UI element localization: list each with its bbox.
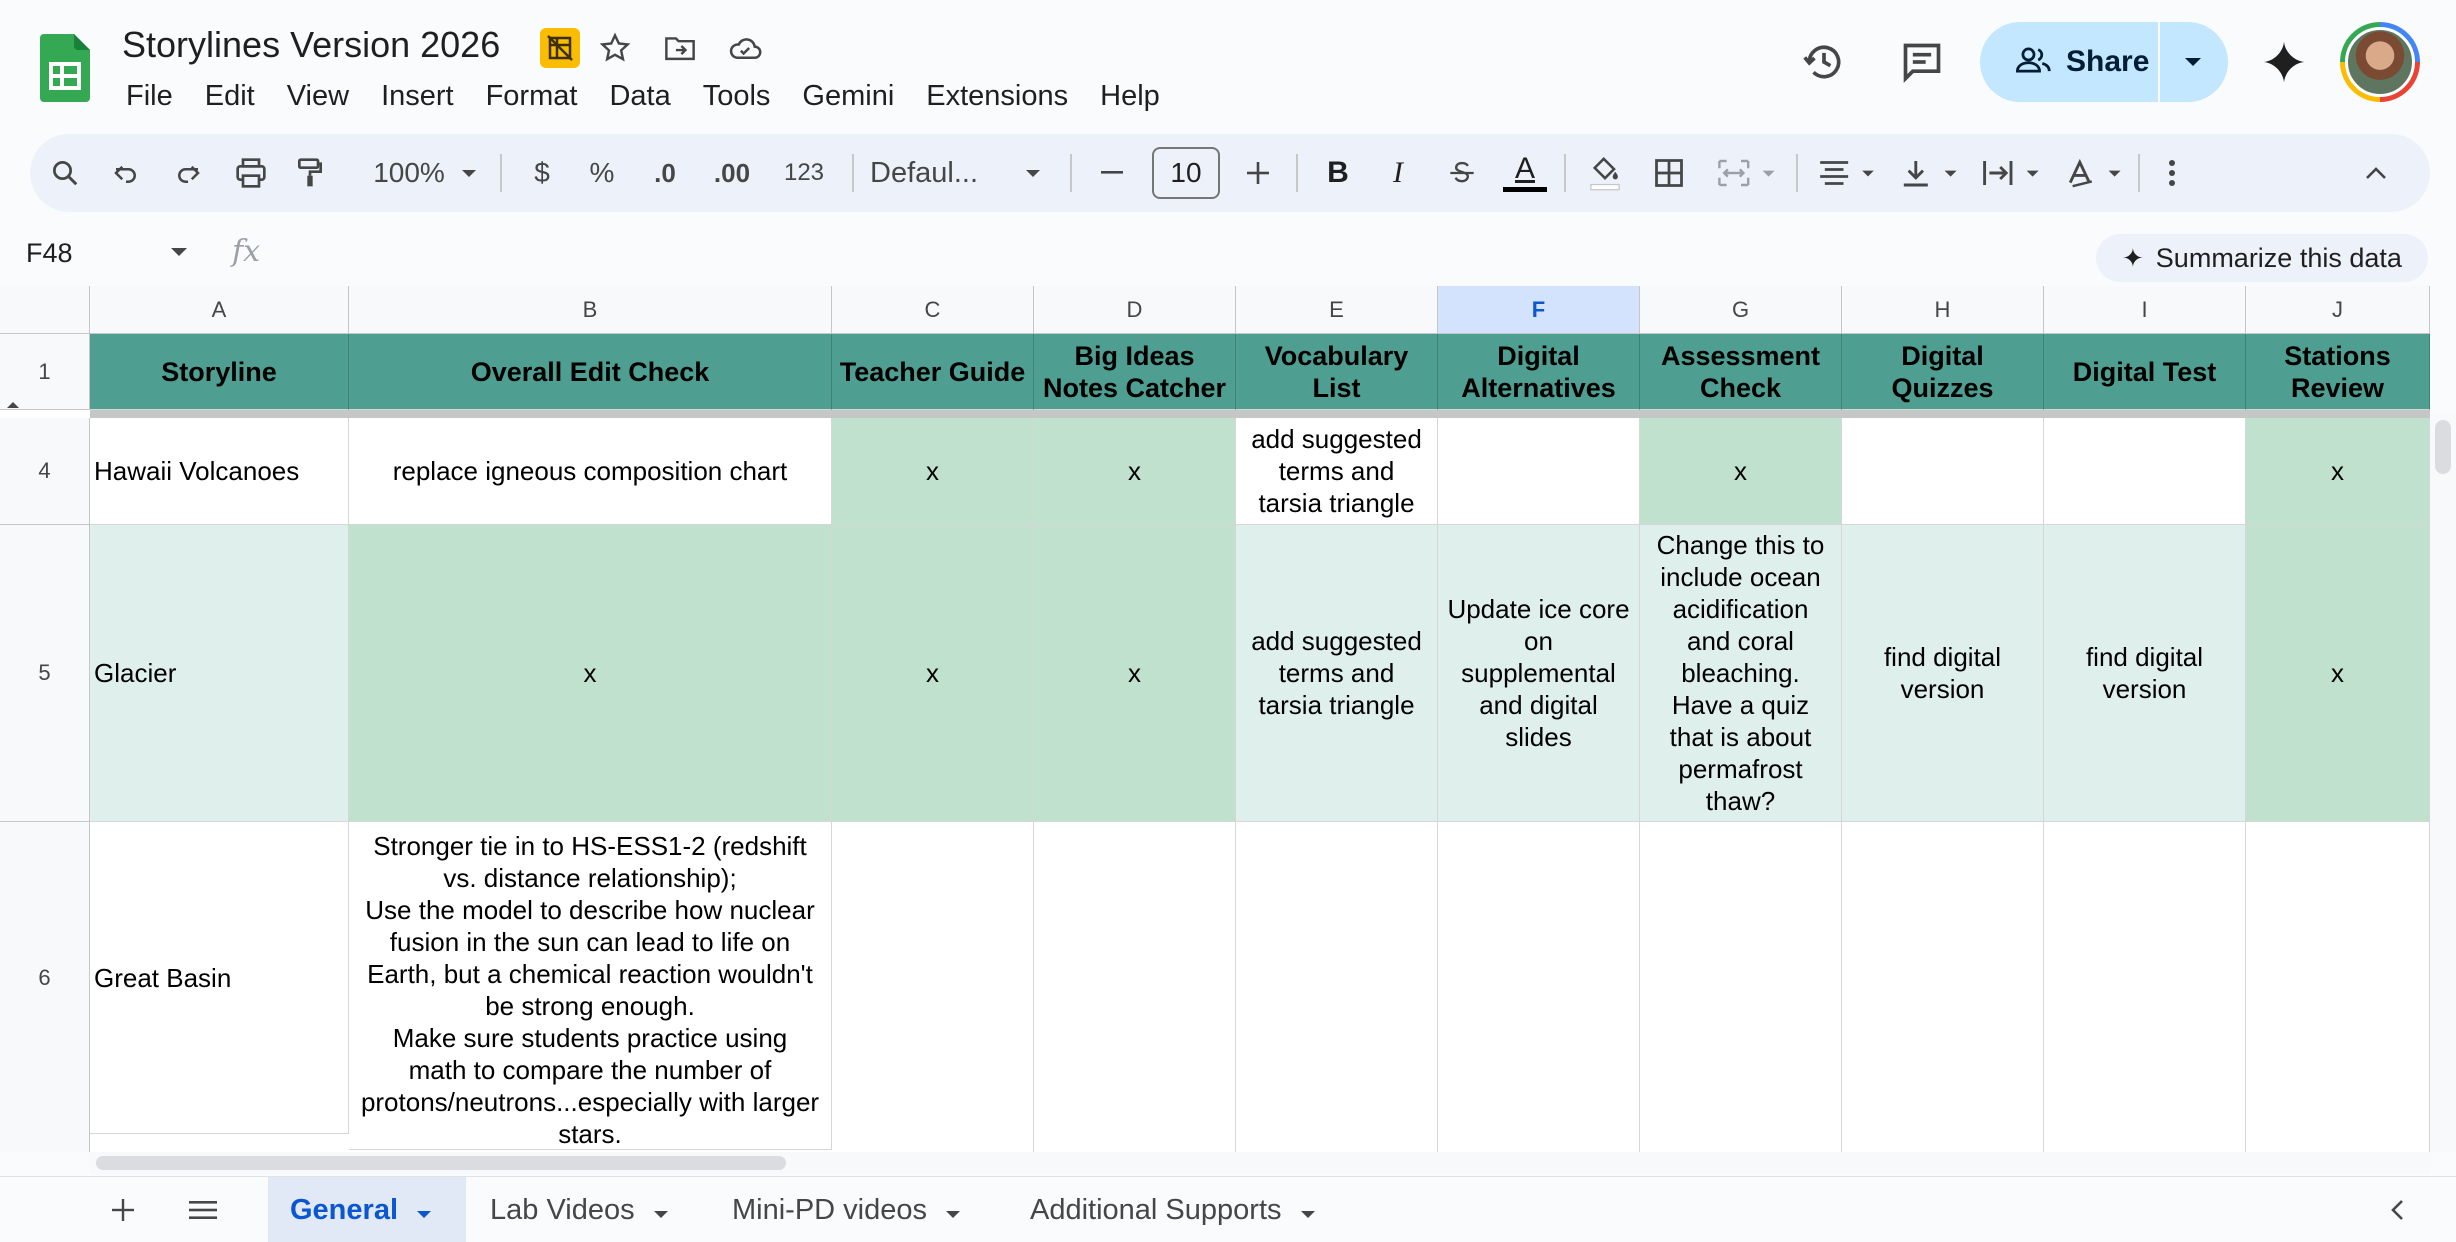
header-cell-teacher-guide[interactable]: Teacher Guide (832, 334, 1034, 410)
zoom-dropdown-icon[interactable] (454, 134, 484, 212)
more-formats-button[interactable]: 123 (783, 159, 825, 186)
spreadsheet-grid (0, 286, 2430, 1152)
menu-view[interactable]: View (286, 80, 350, 112)
formula-bar (0, 224, 2456, 288)
column-header-e[interactable]: E (1236, 286, 1438, 334)
header-cell-digital-test[interactable]: Digital Test (2044, 334, 2246, 410)
fill-color-icon[interactable] (1580, 134, 1630, 212)
collapse-rows-icon[interactable] (6, 396, 20, 414)
sheet-tab-menu-icon[interactable] (416, 1194, 432, 1227)
document-title[interactable]: Storylines Version 2026 (122, 24, 501, 65)
redo-icon[interactable] (166, 134, 210, 212)
cell-c5[interactable]: x (832, 525, 1034, 822)
collapse-sidebar-chevron-icon[interactable] (2374, 1187, 2420, 1233)
merge-cells-icon[interactable] (1710, 134, 1784, 212)
row-number: 4 (38, 458, 51, 483)
row-header-6[interactable] (0, 822, 90, 1152)
comments-icon[interactable] (1890, 30, 1954, 94)
text-color-swatch (1503, 187, 1547, 192)
sheet-tab-label: Lab Videos (490, 1193, 635, 1226)
font-dropdown-icon[interactable] (1018, 134, 1048, 212)
cell-i6[interactable] (2044, 822, 2246, 1152)
toolbar-divider (500, 154, 502, 192)
decrease-font-size-icon[interactable] (1090, 134, 1134, 212)
select-all-corner[interactable] (0, 286, 90, 334)
toolbar-divider (852, 154, 854, 192)
sheet-tab-label: General (290, 1193, 398, 1226)
header-cell-digital-quizzes[interactable]: Digital Quizzes (1842, 334, 2044, 410)
cell-h6[interactable] (1842, 822, 2044, 1152)
header-cell-storyline[interactable]: Storyline (90, 334, 349, 410)
cell-j6[interactable] (2246, 822, 2430, 1152)
italic-button[interactable]: I (1393, 156, 1403, 189)
summarize-label: Summarize this data (2155, 242, 2402, 273)
menu-help[interactable]: Help (1100, 80, 1160, 112)
borders-icon[interactable] (1644, 134, 1694, 212)
menu-file[interactable]: File (126, 80, 173, 112)
bold-button[interactable]: B (1327, 156, 1349, 189)
row-number: 5 (38, 660, 51, 685)
gemini-sparkle-icon[interactable] (2252, 30, 2316, 94)
title-bar (0, 0, 2456, 128)
version-history-icon[interactable] (1792, 30, 1856, 94)
cell-h4[interactable] (1842, 418, 2044, 525)
cell-j5[interactable]: x (2246, 525, 2430, 822)
font-size-input[interactable]: 10 (1152, 147, 1220, 199)
column-header-c[interactable]: C (832, 286, 1034, 334)
cell-c4[interactable]: x (832, 418, 1034, 525)
people-icon (2016, 45, 2052, 80)
cell-d4[interactable]: x (1034, 418, 1236, 525)
currency-format-button[interactable]: $ (534, 157, 550, 188)
sheets-logo-icon[interactable] (40, 34, 90, 102)
increase-font-size-icon[interactable] (1236, 134, 1280, 212)
text-color-button[interactable] (1500, 134, 1550, 212)
cell-g5[interactable]: Change this to include ocean acidification and coral bleaching. Have a quiz that is about permafrost thaw? (1640, 525, 1842, 822)
row-number: 6 (38, 964, 51, 990)
cell-a5[interactable]: Glacier (90, 525, 349, 822)
row-header-4[interactable] (0, 418, 90, 525)
sheet-tab-label: Additional Supports (1030, 1193, 1282, 1226)
toolbar (30, 134, 2430, 212)
cell-f4[interactable] (1438, 418, 1640, 525)
cell-a4[interactable]: Hawaii Volcanoes (90, 418, 349, 525)
cell-b4[interactable]: replace igneous composition chart (349, 418, 832, 525)
cell-g6[interactable] (1640, 822, 1842, 1152)
cell-f5[interactable]: Update ice core on supplemental and digital slides (1438, 525, 1640, 822)
menu-tools[interactable]: Tools (702, 80, 771, 112)
row-header-5[interactable] (0, 525, 90, 822)
undo-icon[interactable] (104, 134, 148, 212)
add-sheet-icon[interactable] (100, 1187, 146, 1233)
toolbar-divider (1296, 154, 1298, 192)
header-cell-vocabulary-list[interactable]: Vocabulary List (1236, 334, 1438, 410)
fx-icon: fx (232, 234, 261, 269)
toolbar-divider (1070, 154, 1072, 192)
cell-f6[interactable] (1438, 822, 1640, 1152)
menu-insert[interactable]: Insert (381, 80, 454, 112)
strikethrough-icon[interactable] (1440, 134, 1484, 212)
column-header-h[interactable]: H (1842, 286, 2044, 334)
header-cell-overall-edit-check[interactable]: Overall Edit Check (349, 334, 832, 410)
sparkle-icon: ✦ (2122, 242, 2144, 273)
paint-format-icon[interactable] (288, 134, 332, 212)
sheet-tab-label: Mini-PD videos (732, 1193, 927, 1226)
font-family-select[interactable]: Defaul... (870, 156, 978, 189)
header-cell-big-ideas[interactable]: Big Ideas Notes Catcher (1034, 334, 1236, 410)
cell-a6[interactable]: Great Basin (90, 822, 349, 1134)
percent-format-button[interactable]: % (589, 157, 615, 188)
text-color-letter: A (1514, 151, 1535, 185)
menu-edit[interactable]: Edit (204, 80, 255, 112)
menu-bar (110, 76, 1176, 116)
all-sheets-icon[interactable] (180, 1187, 226, 1233)
sheet-tab-menu-icon[interactable] (1300, 1194, 1316, 1227)
cell-e5[interactable]: add suggested terms and tarsia triangle (1236, 525, 1438, 822)
column-header-g[interactable]: G (1640, 286, 1842, 334)
toolbar-divider (1796, 154, 1798, 192)
header-cell-assessment-check[interactable]: Assessment Check (1640, 334, 1842, 410)
cell-b5[interactable]: x (349, 525, 832, 822)
menu-format[interactable]: Format (485, 80, 578, 112)
cell-i4[interactable] (2044, 418, 2246, 525)
toolbar-divider (2138, 154, 2140, 192)
horizontal-align-icon[interactable] (1810, 134, 1884, 212)
sheet-tab-bar (0, 1176, 2456, 1242)
cell-e4[interactable]: add suggested terms and tarsia triangle (1236, 418, 1438, 525)
no-chart-badge-icon[interactable] (540, 28, 580, 68)
header-cell-digital-alternatives[interactable]: Digital Alternatives (1438, 334, 1640, 410)
sheet-tab-lab-videos[interactable] (470, 1177, 689, 1242)
menu-data[interactable]: Data (609, 80, 671, 112)
move-folder-icon[interactable] (660, 28, 700, 68)
frozen-rows-divider[interactable] (90, 410, 2430, 418)
name-box[interactable]: F48 (26, 238, 73, 268)
share-label: Share (2066, 45, 2150, 78)
star-icon[interactable] (595, 28, 635, 68)
sheet-tab-general[interactable] (268, 1177, 466, 1242)
horizontal-scroll-thumb[interactable] (96, 1156, 786, 1170)
cell-c6[interactable] (832, 822, 1034, 1152)
share-main-button[interactable] (1980, 22, 2160, 102)
cell-d6[interactable] (1034, 822, 1236, 1152)
share-dropdown-icon[interactable] (2160, 22, 2226, 102)
cell-g4[interactable]: x (1640, 418, 1842, 525)
vertical-scrollbar[interactable] (2430, 414, 2456, 1152)
sheet-tab-mini-pd-videos[interactable] (712, 1177, 981, 1242)
sheet-tab-menu-icon[interactable] (945, 1194, 961, 1227)
sheet-tab-additional-supports[interactable] (1010, 1177, 1336, 1242)
menu-gemini[interactable]: Gemini (802, 80, 895, 112)
toolbar-divider (1564, 154, 1566, 192)
vertical-scroll-thumb[interactable] (2435, 420, 2451, 474)
column-header-j[interactable]: J (2246, 286, 2430, 334)
cell-i5[interactable]: find digital version (2044, 525, 2246, 822)
text-wrapping-icon[interactable] (1974, 134, 2048, 212)
decrease-decimal-button[interactable]: .0 (654, 157, 676, 188)
sheet-tab-menu-icon[interactable] (653, 1194, 669, 1227)
column-header-a[interactable]: A (90, 286, 349, 334)
search-menus-icon[interactable] (40, 134, 90, 212)
column-header-b[interactable]: B (349, 286, 832, 334)
avatar[interactable] (2340, 22, 2420, 102)
column-header-i[interactable]: I (2044, 286, 2246, 334)
vertical-align-icon[interactable] (1892, 134, 1966, 212)
menu-extensions[interactable]: Extensions (926, 80, 1069, 112)
zoom-select[interactable]: 100% (373, 157, 445, 188)
collapse-menus-icon[interactable] (2354, 134, 2398, 212)
increase-decimal-button[interactable]: .00 (713, 157, 751, 188)
cell-h5[interactable]: find digital version (1842, 525, 2044, 822)
cell-b6[interactable]: Stronger tie in to HS-ESS1-2 (redshift vs. distance relationship); Use the model to describe how nuclear fusion in the sun can lead to life on Earth, but a chemical reaction wouldn't be strong enough. Make sure students practice using math to compare the number of protons/neutrons...especially with larger stars. (349, 822, 832, 1150)
header-cell-stations-review[interactable]: Stations Review (2246, 334, 2430, 410)
share-button[interactable] (1980, 22, 2228, 102)
name-box-dropdown-icon[interactable] (170, 244, 188, 262)
column-header-f[interactable]: F (1438, 286, 1640, 334)
cell-j4[interactable]: x (2246, 418, 2430, 525)
text-rotation-icon[interactable] (2056, 134, 2130, 212)
cell-e6[interactable] (1236, 822, 1438, 1152)
more-options-icon[interactable] (2152, 134, 2192, 212)
horizontal-scrollbar[interactable] (90, 1152, 2430, 1174)
column-header-d[interactable]: D (1034, 286, 1236, 334)
cell-d5[interactable]: x (1034, 525, 1236, 822)
summarize-data-button[interactable] (2096, 234, 2428, 282)
cloud-status-icon[interactable] (725, 28, 765, 68)
row-number: 1 (38, 358, 51, 384)
print-icon[interactable] (226, 134, 276, 212)
